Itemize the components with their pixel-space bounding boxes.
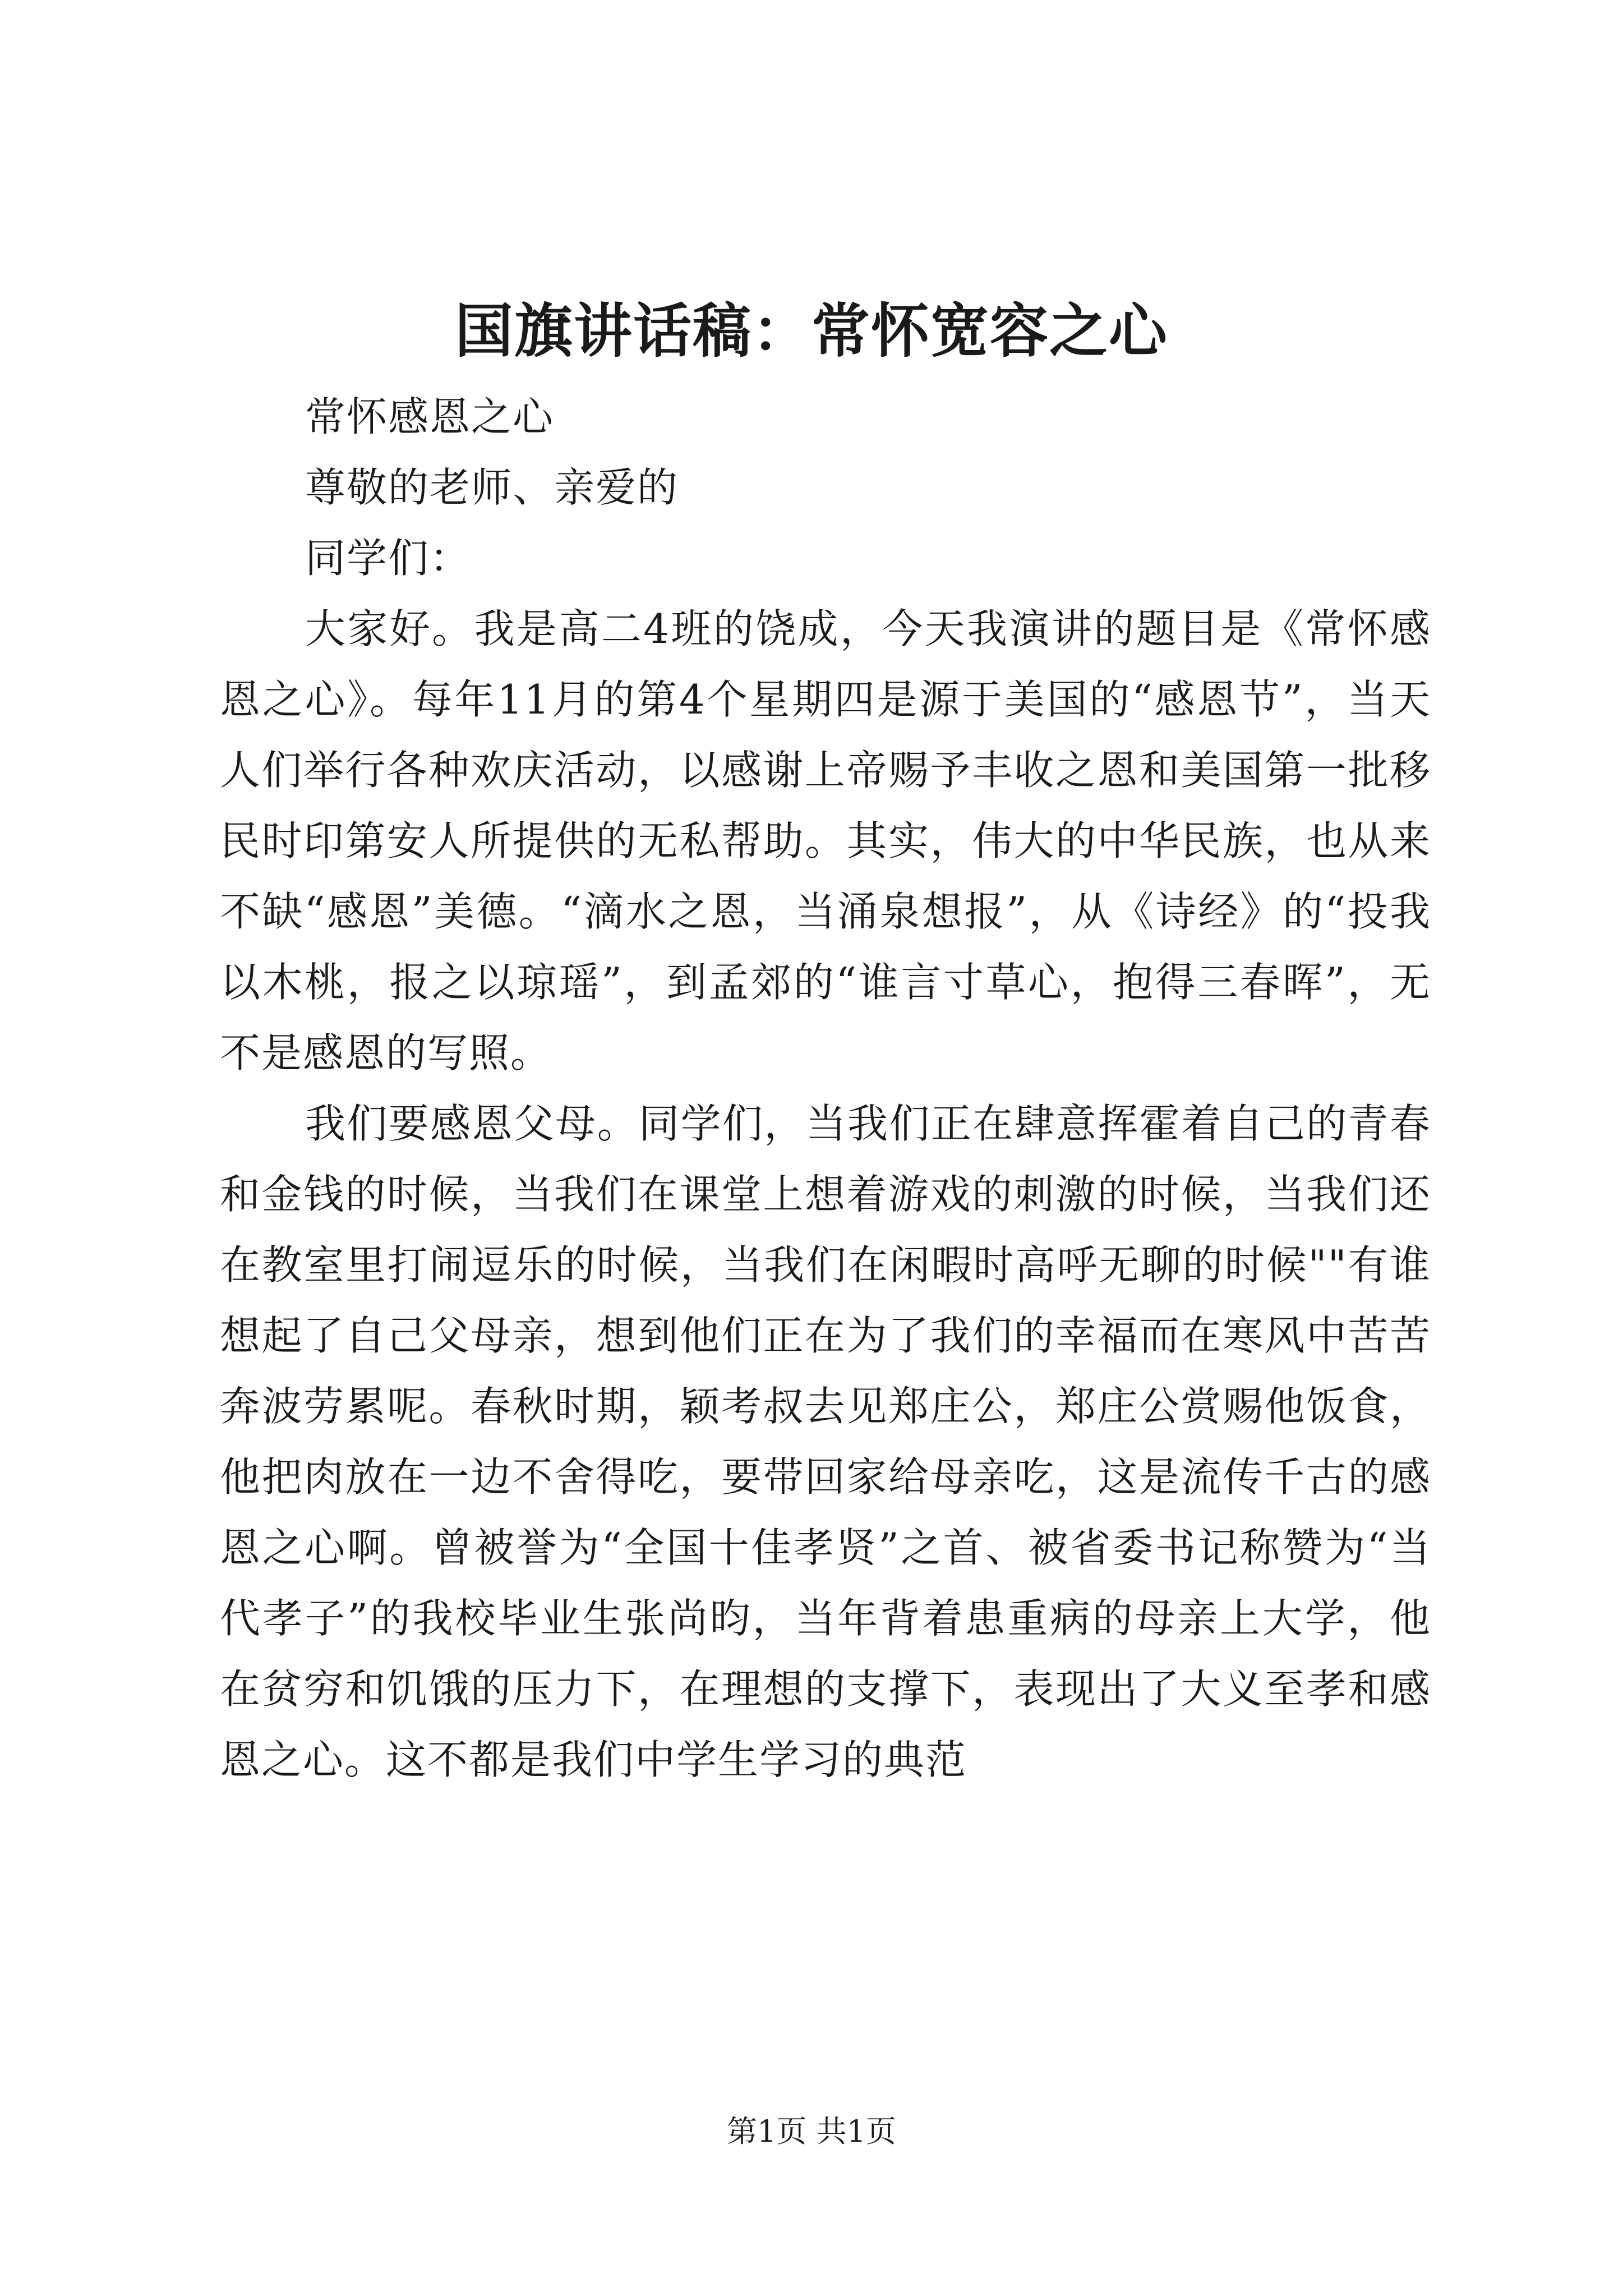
paragraph-intro: 大家好。我是高二4班的饶成，今天我演讲的题目是《常怀感恩之心》。每年11月的第4个星期四是源于美国的“感恩节”，当天人们举行各种欢庆活动，以感谢上帝赐予丰收之恩和美国第一批移民时印第安人所提供的无私帮助。其实，伟大的中华民族，也从来不缺“感恩”美德。“滴水之恩，当涌泉想报”，从《诗经》的“投我以木桃，报之以琼瑶”，到孟郊的“谁言寸草心，抱得三春晖”，无不是感恩的写照。 <box>220 605 1431 1076</box>
paragraph-parents: 我们要感恩父母。同学们，当我们正在肆意挥霍着自己的青春和金钱的时候，当我们在课堂上想着游戏的刺激的时候，当我们还在教室里打闹逗乐的时候，当我们在闲暇时高呼无聊的时候""有谁想起了自己父母亲，想到他们正在为了我们的幸福而在寒风中苦苦奔波劳累呢。春秋时期，颖考叔去见郑庄公，郑庄公赏赐他饭食，他把肉放在一边不舍得吃，要带回家给母亲吃，这是流传千古的感恩之心啊。曾被誉为“全国十佳孝贤”之首、被省委书记称赞为“当代孝子”的我校毕业生张尚昀，当年背着患重病的母亲上大学，他在贫穷和饥饿的压力下，在理想的支撑下，表现出了大义至孝和感恩之心。这不都是我们中学生学习的典范 <box>220 1100 1431 1783</box>
document-body <box>220 381 1431 1795</box>
document-title: 国旗讲话稿：常怀宽容之心 <box>454 296 1168 365</box>
paragraph-subtitle: 常怀感恩之心 <box>305 393 555 440</box>
page-footer: 第1页 共1页 <box>727 2114 896 2149</box>
paragraph-salutation: 尊敬的老师、亲爱的 <box>305 464 679 511</box>
paragraph-salutation-cont: 同学们： <box>305 535 472 582</box>
